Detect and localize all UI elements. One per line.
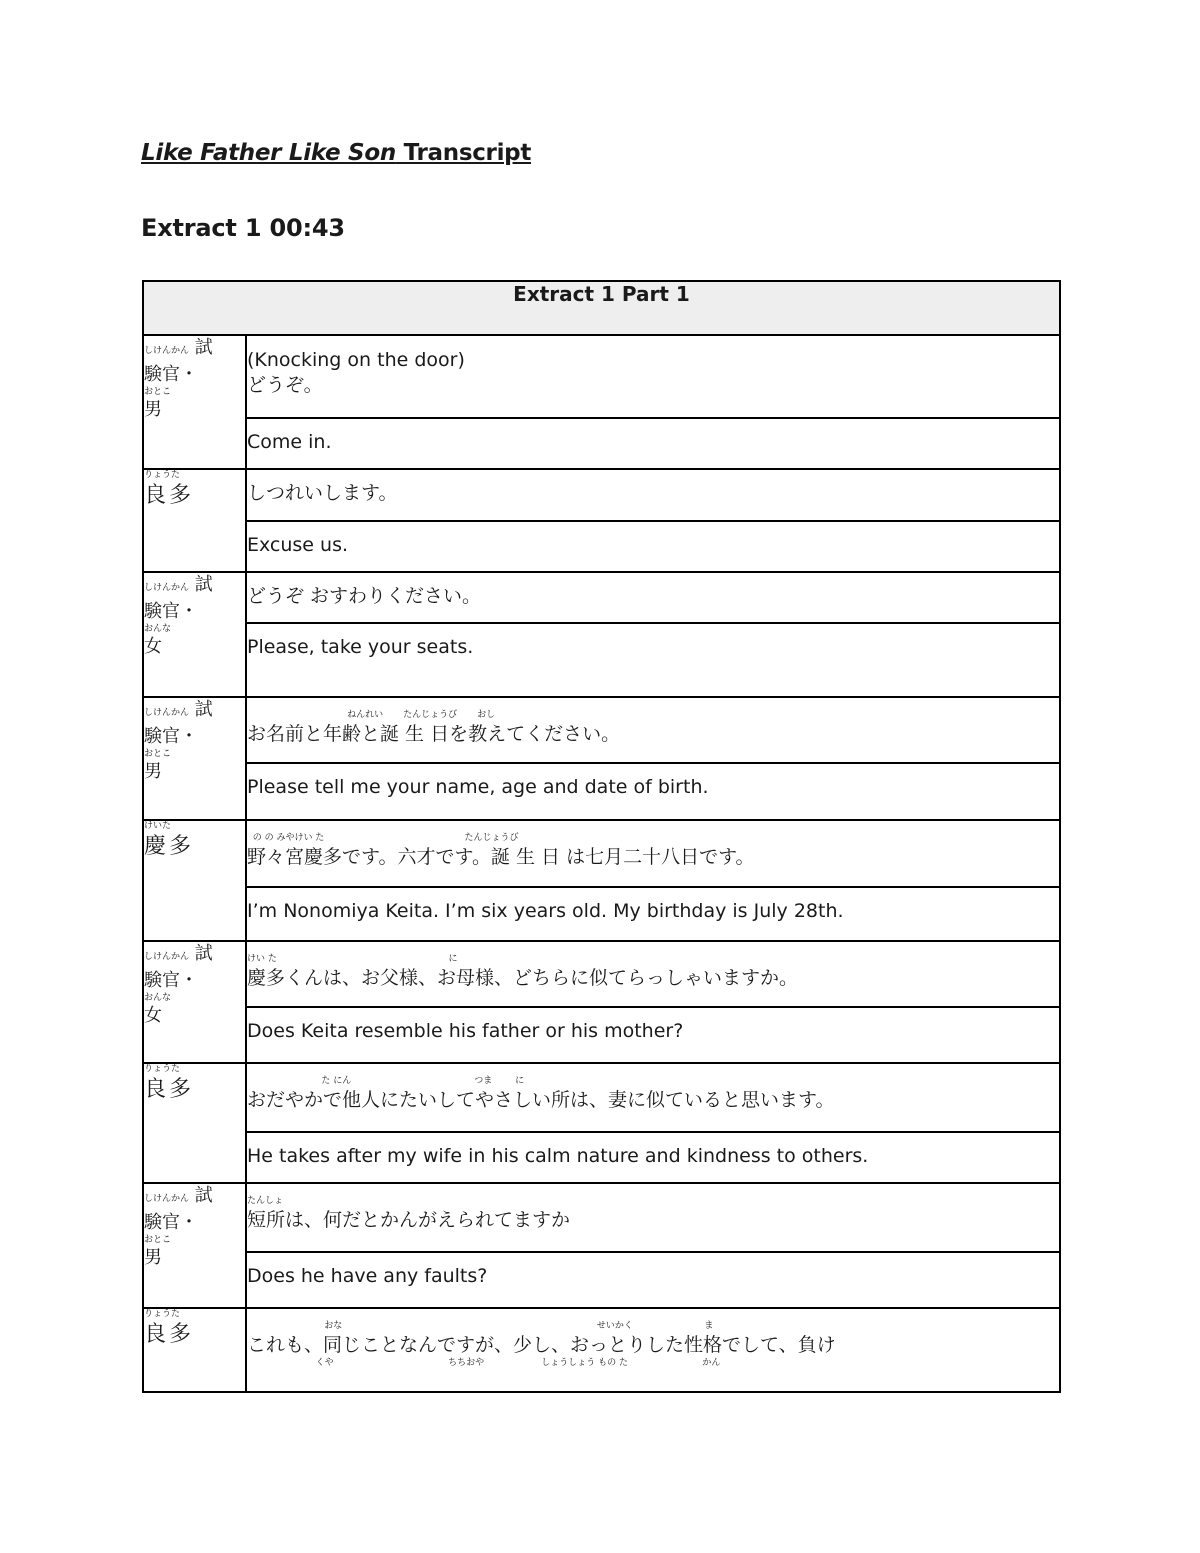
speaker-line-2: 験官・ — [144, 970, 198, 991]
english-line: Does Keita resemble his father or his mother? — [247, 1020, 684, 1042]
speaker-line-1 — [144, 942, 245, 969]
speaker-cell — [143, 469, 246, 572]
table-row — [143, 1063, 1060, 1132]
speaker-ruby: しけんかん — [144, 346, 190, 356]
table-row — [143, 623, 1060, 697]
speaker-line-2: 験官・ — [144, 726, 198, 747]
speaker-kanji: 試 — [194, 943, 213, 964]
english-line-cell — [246, 1252, 1060, 1308]
table-row — [143, 335, 1060, 418]
furigana: の の みやけい た たんじょうび — [247, 833, 519, 843]
document-title-rest: Transcript — [395, 140, 532, 166]
speaker-cell — [143, 1308, 246, 1392]
speaker-ruby-2: おとこ — [144, 749, 172, 759]
speaker-ruby: しけんかん — [144, 708, 190, 718]
english-line-cell — [246, 887, 1060, 941]
speaker-kanji: 試 — [194, 337, 213, 358]
speaker-ruby: りょうた — [144, 470, 181, 480]
speaker-ruby-2: おんな — [144, 993, 172, 1003]
speaker-ruby-2: おんな — [144, 624, 172, 634]
english-line-cell — [246, 521, 1060, 572]
english-line: He takes after my wife in his calm nature and kindness to others. — [247, 1145, 869, 1167]
english-line-cell — [246, 418, 1060, 469]
speaker-name: 良多 — [144, 483, 195, 508]
english-line: I’m Nonomiya Keita. I’m six years old. My birthday is July 28th. — [247, 900, 844, 922]
speaker-kanji: 試 — [194, 1185, 213, 1206]
speaker-kanji: 試 — [194, 574, 213, 595]
table-row — [143, 887, 1060, 941]
english-line: Does he have any faults? — [247, 1265, 488, 1287]
table-row — [143, 763, 1060, 820]
speaker-ruby-2: おとこ — [144, 387, 172, 397]
speaker-name: 良多 — [144, 1322, 195, 1347]
english-line-cell — [246, 1007, 1060, 1063]
table-row — [143, 521, 1060, 572]
speaker-ruby: りょうた — [144, 1064, 181, 1074]
speaker-cell — [143, 697, 246, 820]
table-row — [143, 941, 1060, 1007]
speaker-line-3: 男 — [144, 399, 162, 420]
table-header-row — [143, 281, 1060, 335]
speaker-cell — [143, 941, 246, 1063]
japanese-line-cell — [246, 469, 1060, 521]
japanese-line: おだやかで他人にたいしてやさしい所は、妻に似ていると思います。 — [247, 1089, 835, 1111]
japanese-line: お名前と年齢と誕 生 日を教えてください。 — [247, 723, 621, 745]
japanese-line: これも、同じことなんですが、少し、おっとりした性格でして、負け — [247, 1334, 836, 1356]
speaker-line-3: 女 — [144, 1005, 162, 1026]
english-line: Please tell me your name, age and date of birth. — [247, 776, 709, 798]
speaker-line-1 — [144, 573, 245, 600]
speaker-line-2: 験官・ — [144, 364, 198, 385]
speaker-ruby: しけんかん — [144, 952, 190, 962]
speaker-ruby: りょうた — [144, 1309, 181, 1319]
english-line: Excuse us. — [247, 534, 349, 556]
furigana: けい た に — [247, 954, 458, 964]
japanese-line-cell — [246, 1183, 1060, 1252]
japanese-line-cell — [246, 941, 1060, 1007]
speaker-ruby: しけんかん — [144, 583, 190, 593]
japanese-line: 慶多くんは、お父様、お母様、どちらに似てらっしゃいますか。 — [247, 967, 799, 989]
speaker-name: 慶多 — [144, 834, 195, 859]
speaker-line-2: 験官・ — [144, 1212, 198, 1233]
furigana: ねんれい たんじょうび おし — [247, 710, 496, 720]
furigana: たんしょ — [247, 1196, 284, 1206]
japanese-line: どうぞ。 — [247, 373, 323, 396]
japanese-line-cell — [246, 1308, 1060, 1392]
speaker-cell — [143, 572, 246, 697]
table-row — [143, 418, 1060, 469]
part-header: Extract 1 Part 1 — [143, 281, 1060, 335]
speaker-line-1 — [144, 698, 245, 725]
speaker-line-3: 女 — [144, 636, 162, 657]
table-row — [143, 1308, 1060, 1392]
speaker-cell — [143, 1063, 246, 1183]
japanese-line-cell — [246, 572, 1060, 623]
speaker-cell — [143, 820, 246, 941]
furigana: おな せいかく ま — [247, 1321, 714, 1331]
japanese-line-cell — [246, 1063, 1060, 1132]
speaker-line-3: 男 — [144, 1247, 162, 1268]
table-row — [143, 572, 1060, 623]
speaker-line-3: 男 — [144, 761, 162, 782]
furigana: た にん つま に — [247, 1076, 525, 1086]
speaker-kanji: 試 — [194, 699, 213, 720]
speaker-ruby: しけんかん — [144, 1194, 190, 1204]
table-row — [143, 469, 1060, 521]
english-line-cell — [246, 623, 1060, 697]
speaker-ruby-2: おとこ — [144, 1235, 172, 1245]
table-row — [143, 1252, 1060, 1308]
japanese-line-cell — [246, 335, 1060, 418]
japanese-line: 短所は、何だとかんがえられてますか — [247, 1209, 571, 1231]
speaker-name: 良多 — [144, 1077, 195, 1102]
japanese-line-cell — [246, 820, 1060, 887]
table-row — [143, 1183, 1060, 1252]
english-line-cell — [246, 1132, 1060, 1183]
furigana-below: くや ちちおや しょうしょう もの た かん — [247, 1357, 721, 1368]
speaker-ruby: けいた — [144, 821, 172, 831]
speaker-line-2: 験官・ — [144, 601, 198, 622]
document-title — [141, 140, 531, 166]
japanese-line: 野々宮慶多です。六才です。誕 生 日 は七月二十八日です。 — [247, 846, 755, 868]
japanese-line: どうぞ おすわりください。 — [247, 585, 482, 607]
table-row — [143, 1007, 1060, 1063]
table-row — [143, 820, 1060, 887]
transcript-table — [142, 280, 1061, 1393]
english-line: Come in. — [247, 431, 332, 453]
speaker-line-1 — [144, 336, 245, 363]
japanese-line-cell — [246, 697, 1060, 763]
speaker-cell — [143, 335, 246, 469]
speaker-cell — [143, 1183, 246, 1308]
table-row — [143, 1132, 1060, 1183]
japanese-line: しつれいします。 — [247, 482, 398, 504]
speaker-line-1 — [144, 1184, 245, 1211]
document-title-italic: Like Father Like Son — [141, 140, 396, 166]
english-line: Please, take your seats. — [247, 636, 474, 658]
stage-direction: (Knocking on the door) — [247, 349, 465, 371]
table-row — [143, 697, 1060, 763]
extract-heading: Extract 1 00:43 — [141, 214, 345, 242]
english-line-cell — [246, 763, 1060, 820]
